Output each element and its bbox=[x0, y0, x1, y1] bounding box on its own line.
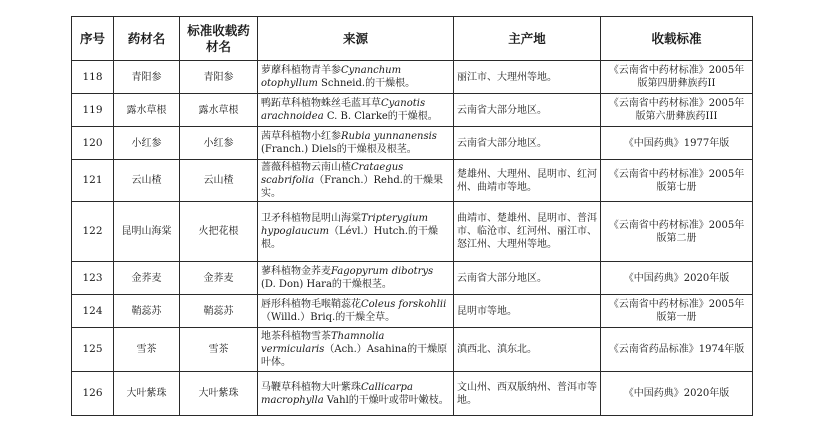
herb-name: 大叶紫珠 bbox=[114, 372, 180, 416]
standard-cell: 《云南省中药材标准》2005年版第四册彝族药II bbox=[601, 61, 753, 94]
header-name: 药材名 bbox=[114, 17, 180, 61]
standard-herb-name: 大叶紫珠 bbox=[180, 372, 258, 416]
source-cell: 地茶科植物雪茶Thamnolia vermicularis（Ach.）Asahina的干燥原叶体。 bbox=[258, 328, 454, 372]
table-row bbox=[72, 295, 753, 328]
latin-name: Cyanotis arachnoidea bbox=[261, 98, 426, 122]
header-std-name: 标准收载药材名 bbox=[180, 17, 258, 61]
header-region: 主产地 bbox=[454, 17, 601, 61]
region-cell: 曲靖市、楚雄州、昆明市、普洱市、临沧市、红河州、丽江市、怒江州、大理州等地。 bbox=[454, 202, 601, 262]
herb-name: 青阳参 bbox=[114, 61, 180, 94]
latin-name: Rubia yunnanensis bbox=[341, 131, 437, 142]
standard-cell: 《中国药典》1977年版 bbox=[601, 127, 753, 160]
standard-herb-name: 露水草根 bbox=[180, 94, 258, 127]
source-cell: 卫矛科植物昆明山海棠Tripterygium hypoglaucum（Lévl.）Hutch.的干燥根。 bbox=[258, 202, 454, 262]
latin-name: Thamnolia vermicularis bbox=[261, 331, 385, 355]
region-cell: 楚雄州、大理州、昆明市、红河州、曲靖市等地。 bbox=[454, 160, 601, 202]
herb-name: 金荞麦 bbox=[114, 262, 180, 295]
latin-name: Coleus forskohlii bbox=[361, 299, 447, 310]
standard-herb-name: 鞘蕊苏 bbox=[180, 295, 258, 328]
region-cell: 云南省大部分地区。 bbox=[454, 262, 601, 295]
standard-herb-name: 火把花根 bbox=[180, 202, 258, 262]
latin-name: Callicarpa macrophylla bbox=[261, 381, 413, 406]
herb-name: 小红参 bbox=[114, 127, 180, 160]
region-cell: 昆明市等地。 bbox=[454, 295, 601, 328]
standard-cell: 《云南省中药材标准》2005年版第七册 bbox=[601, 160, 753, 202]
herb-name: 雪茶 bbox=[114, 328, 180, 372]
herb-name: 鞘蕊苏 bbox=[114, 295, 180, 328]
herb-table bbox=[71, 16, 753, 416]
standard-herb-name: 小红参 bbox=[180, 127, 258, 160]
latin-name: Crataegus scabrifolia bbox=[261, 162, 404, 186]
standard-cell: 《云南省中药材标准》2005年版第六册彝族药III bbox=[601, 94, 753, 127]
standard-cell: 《中国药典》2020年版 bbox=[601, 262, 753, 295]
header-no: 序号 bbox=[72, 17, 114, 61]
row-number: 120 bbox=[72, 127, 114, 160]
region-cell: 云南省大部分地区。 bbox=[454, 94, 601, 127]
row-number: 119 bbox=[72, 94, 114, 127]
standard-cell: 《云南省中药材标准》2005年版第二册 bbox=[601, 202, 753, 262]
table-row bbox=[72, 94, 753, 127]
standard-cell: 《云南省中药材标准》2005年版第一册 bbox=[601, 295, 753, 328]
standard-herb-name: 雪茶 bbox=[180, 328, 258, 372]
region-cell: 云南省大部分地区。 bbox=[454, 127, 601, 160]
region-cell: 丽江市、大理州等地。 bbox=[454, 61, 601, 94]
latin-name: Cynanchum otophyllum bbox=[261, 65, 402, 89]
source-cell: 马鞭草科植物大叶紫珠Callicarpa macrophylla Vahl的干燥叶或带叶嫩枝。 bbox=[258, 372, 454, 416]
source-cell: 茜草科植物小红参Rubia yunnanensis (Franch.) Diels的干燥根及根茎。 bbox=[258, 127, 454, 160]
region-cell: 滇西北、滇东北。 bbox=[454, 328, 601, 372]
table-row bbox=[72, 160, 753, 202]
herb-name: 云山楂 bbox=[114, 160, 180, 202]
row-number: 126 bbox=[72, 372, 114, 416]
herb-name: 昆明山海棠 bbox=[114, 202, 180, 262]
table-row bbox=[72, 262, 753, 295]
standard-herb-name: 青阳参 bbox=[180, 61, 258, 94]
table-row bbox=[72, 61, 753, 94]
header-row bbox=[72, 17, 753, 61]
standard-cell: 《中国药典》2020年版 bbox=[601, 372, 753, 416]
source-cell: 萝藦科植物青羊参Cynanchum otophyllum Schneid.的干燥根。 bbox=[258, 61, 454, 94]
table-row bbox=[72, 372, 753, 416]
row-number: 123 bbox=[72, 262, 114, 295]
header-standard: 收载标准 bbox=[601, 17, 753, 61]
source-cell: 蓼科植物金荞麦Fagopyrum dibotrys (D. Don) Hara的干燥根茎。 bbox=[258, 262, 454, 295]
table-row bbox=[72, 127, 753, 160]
table-row bbox=[72, 328, 753, 372]
standard-herb-name: 金荞麦 bbox=[180, 262, 258, 295]
region-cell: 文山州、西双版纳州、普洱市等地。 bbox=[454, 372, 601, 416]
source-cell: 唇形科植物毛喉鞘蕊花Coleus forskohlii（Willd.）Briq.的干燥全草。 bbox=[258, 295, 454, 328]
row-number: 124 bbox=[72, 295, 114, 328]
row-number: 125 bbox=[72, 328, 114, 372]
source-cell: 蔷薇科植物云南山楂Crataegus scabrifolia（Franch.）Rehd.的干燥果实。 bbox=[258, 160, 454, 202]
table-row bbox=[72, 202, 753, 262]
herb-name: 露水草根 bbox=[114, 94, 180, 127]
row-number: 122 bbox=[72, 202, 114, 262]
latin-name: Tripterygium hypoglaucum bbox=[261, 213, 428, 237]
latin-name: Fagopyrum dibotrys bbox=[331, 266, 434, 277]
row-number: 118 bbox=[72, 61, 114, 94]
header-source: 来源 bbox=[258, 17, 454, 61]
source-cell: 鸭跖草科植物蛛丝毛蓝耳草Cyanotis arachnoidea C. B. Clarke的干燥根。 bbox=[258, 94, 454, 127]
standard-herb-name: 云山楂 bbox=[180, 160, 258, 202]
standard-cell: 《云南省药品标准》1974年版 bbox=[601, 328, 753, 372]
row-number: 121 bbox=[72, 160, 114, 202]
